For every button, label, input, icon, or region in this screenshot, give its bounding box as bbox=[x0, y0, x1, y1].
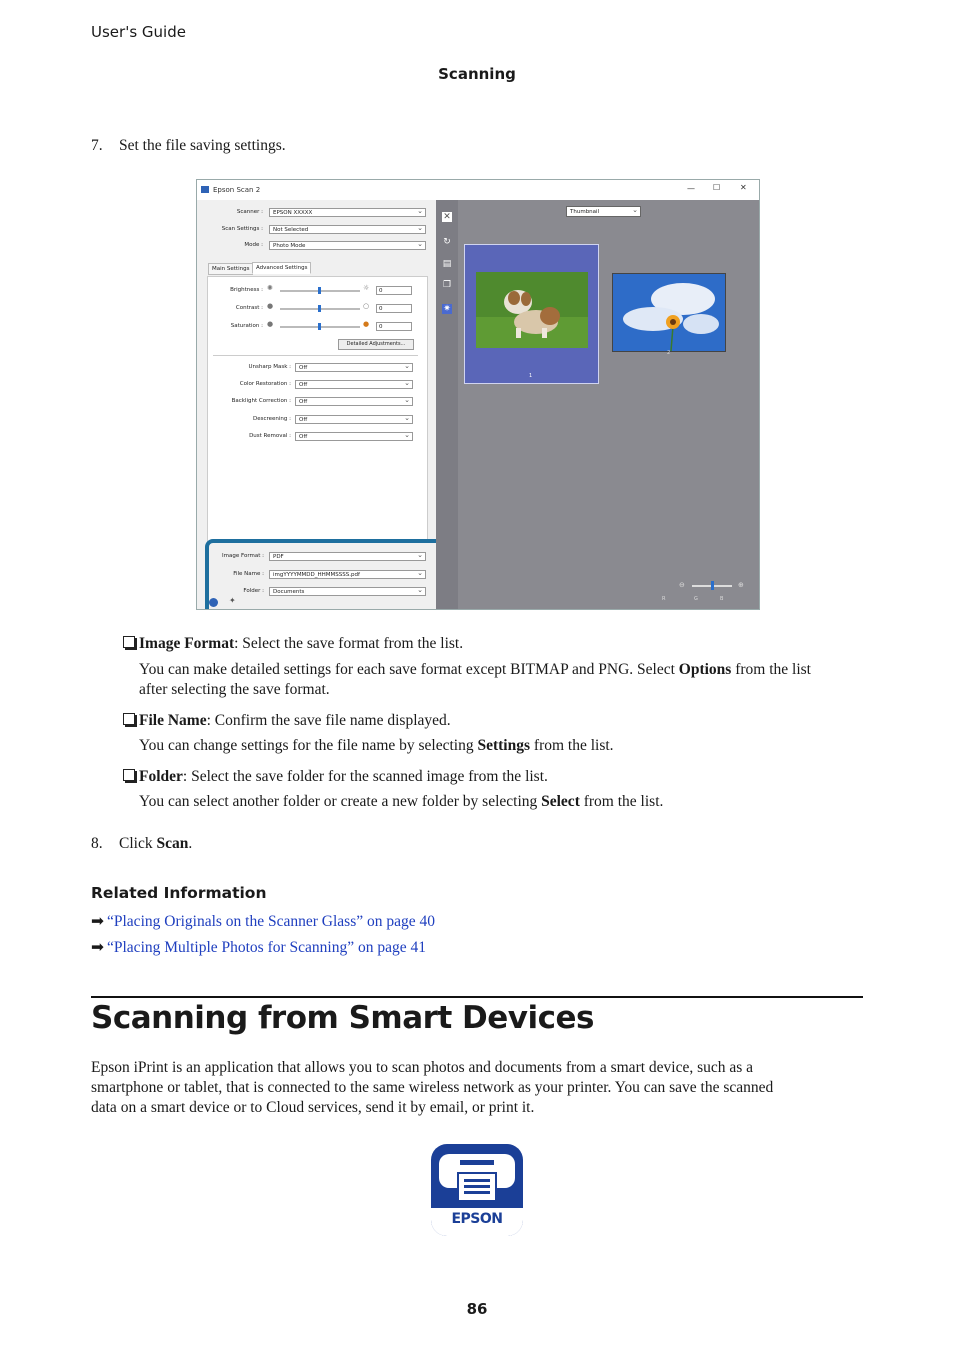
image-format-label: Image Format : bbox=[222, 553, 264, 559]
scanner-label: Scanner : bbox=[236, 209, 263, 215]
running-header-guide: User's Guide bbox=[91, 23, 186, 41]
running-header-section: Scanning bbox=[438, 65, 516, 83]
brightness-knob[interactable] bbox=[318, 287, 321, 294]
thumbnail-selected[interactable] bbox=[464, 244, 599, 384]
epson-scan-screenshot bbox=[196, 179, 760, 610]
rotate-icon[interactable]: ↻ bbox=[443, 237, 451, 247]
unsharp-label: Unsharp Mask : bbox=[248, 364, 291, 370]
paragraph-line: smartphone or tablet, that is connected to the same wireless network as your printer. You can save the scanned bbox=[91, 1079, 774, 1096]
rgb-g: G bbox=[694, 596, 698, 602]
related-information-title: Related Information bbox=[91, 884, 267, 902]
thumbnail-2[interactable] bbox=[612, 273, 726, 352]
paragraph-line: Epson iPrint is an application that allows you to scan photos and documents from a smart device, such as a bbox=[91, 1059, 754, 1076]
settings-panel bbox=[197, 200, 436, 609]
preview-panel bbox=[436, 200, 759, 609]
help-icon[interactable] bbox=[209, 598, 218, 607]
saturation-label: Saturation : bbox=[230, 323, 263, 329]
checkbox-bullet-icon bbox=[123, 713, 135, 725]
paragraph-line: data on a smart device or to Cloud services, send it by email, or print it. bbox=[91, 1099, 535, 1116]
bullet-text: : Confirm the save file name displayed. bbox=[206, 712, 451, 729]
preview-toolbar bbox=[436, 200, 458, 609]
related-link-2[interactable] bbox=[91, 938, 426, 957]
bullet-term: Folder bbox=[139, 768, 183, 785]
bullet-detail-line2: after selecting the save format. bbox=[139, 681, 330, 698]
bullet-folder bbox=[123, 768, 863, 811]
folder-select[interactable]: Documents ⌄ bbox=[269, 587, 426, 596]
bullet-detail-bold: Settings bbox=[477, 737, 531, 754]
zoom-in-icon[interactable]: ⊕ bbox=[738, 581, 744, 589]
bullet-detail-end: from the list bbox=[731, 661, 811, 678]
zoom-knob[interactable] bbox=[711, 581, 714, 590]
bullet-detail-bold: Select bbox=[541, 793, 580, 810]
tab-main-settings[interactable]: Main Settings bbox=[208, 263, 253, 275]
rgb-b: B bbox=[720, 596, 724, 602]
copy-icon[interactable]: ❐ bbox=[442, 280, 452, 290]
auto-exposure-icon[interactable]: ✷ bbox=[443, 304, 451, 314]
contrast-knob[interactable] bbox=[318, 305, 321, 312]
bullet-detail: You can select another folder or create a new folder by selecting bbox=[139, 793, 542, 810]
brightness-high-icon: ☼ bbox=[363, 284, 370, 292]
scan-settings-select[interactable]: Not Selected ⌄ bbox=[269, 225, 426, 234]
checkbox-bullet-icon bbox=[123, 636, 135, 648]
dust-removal-label: Dust Removal : bbox=[249, 433, 291, 439]
descreening-label: Descreening : bbox=[252, 416, 291, 422]
step-text: Set the file saving settings. bbox=[119, 137, 286, 154]
bullet-image-format bbox=[123, 635, 863, 700]
bullet-detail-end: from the list. bbox=[530, 737, 614, 754]
color-restoration-select[interactable]: Off ⌄ bbox=[295, 380, 413, 389]
maximize-button[interactable]: ☐ bbox=[713, 183, 721, 192]
backlight-label: Backlight Correction : bbox=[231, 398, 291, 404]
rgb-r: R bbox=[662, 596, 666, 602]
brightness-low-icon: ✺ bbox=[267, 284, 273, 292]
close-button[interactable]: ✕ bbox=[740, 183, 747, 192]
step-number: 7. bbox=[91, 137, 103, 154]
bullet-term: Image Format bbox=[139, 635, 235, 652]
scanner-select[interactable]: EPSON XXXXX ⌄ bbox=[269, 208, 426, 217]
scan-settings-label: Scan Settings : bbox=[221, 226, 263, 232]
page-number: 86 bbox=[466, 1300, 488, 1318]
related-link-1[interactable] bbox=[91, 912, 435, 931]
saturation-value[interactable]: 0 bbox=[376, 322, 412, 331]
close-preview-icon[interactable]: ✕ bbox=[443, 212, 451, 222]
puppy-photo bbox=[476, 272, 588, 348]
detailed-adjustments-button[interactable]: Detailed Adjustments... bbox=[338, 339, 414, 350]
section-title: Scanning from Smart Devices bbox=[91, 1000, 594, 1036]
bullet-file-name bbox=[123, 712, 863, 755]
file-name-label: File Name : bbox=[233, 571, 264, 577]
epson-iprint-app-icon bbox=[431, 1144, 523, 1236]
step-number: 8. bbox=[91, 835, 103, 852]
bullet-text: : Select the save folder for the scanned image from the list. bbox=[182, 768, 548, 785]
printer-slot-icon bbox=[460, 1160, 494, 1165]
saturation-high-icon: ● bbox=[363, 320, 370, 328]
step-text: Click bbox=[119, 835, 157, 852]
brightness-label: Brightness : bbox=[230, 287, 263, 293]
mode-select[interactable]: Photo Mode ⌄ bbox=[269, 241, 426, 250]
thumbnail-2-number: 2 bbox=[667, 350, 671, 356]
backlight-select[interactable]: Off ⌄ bbox=[295, 397, 413, 406]
related-link-text[interactable]: “Placing Multiple Photos for Scanning” on page 41 bbox=[107, 939, 426, 956]
checkbox-bullet-icon bbox=[123, 769, 135, 781]
related-link-text[interactable]: “Placing Originals on the Scanner Glass” on page 40 bbox=[107, 913, 435, 930]
window-titlebar bbox=[197, 180, 759, 200]
saturation-low-icon: ● bbox=[267, 320, 274, 328]
divider bbox=[213, 355, 418, 356]
arrow-right-icon: ➡ bbox=[91, 939, 104, 956]
mode-label: Mode : bbox=[244, 242, 263, 248]
saturation-knob[interactable] bbox=[318, 323, 321, 330]
thumbnail-number: 1 bbox=[529, 373, 533, 379]
paper-icon bbox=[457, 1172, 497, 1202]
color-restoration-label: Color Restoration : bbox=[239, 381, 291, 387]
bullet-detail: You can change settings for the file name by selecting bbox=[139, 737, 478, 754]
sky-flower-photo bbox=[613, 274, 725, 351]
contrast-high-icon: ○ bbox=[363, 302, 370, 310]
step-text-end: . bbox=[188, 835, 193, 852]
bullet-detail-end: from the list. bbox=[579, 793, 664, 810]
dust-removal-select[interactable]: Off ⌄ bbox=[295, 432, 413, 441]
view-select[interactable]: Thumbnail ⌄ bbox=[566, 206, 641, 217]
zoom-out-icon[interactable]: ⊖ bbox=[679, 581, 685, 589]
epson-logo: EPSON bbox=[451, 1211, 503, 1227]
descreening-select[interactable]: Off ⌄ bbox=[295, 415, 413, 424]
folder-label: Folder : bbox=[243, 588, 264, 594]
scan-keyword: Scan bbox=[156, 835, 189, 852]
file-saving-highlight bbox=[205, 539, 449, 610]
bullet-detail-bold: Options bbox=[678, 661, 732, 678]
file-name-select[interactable]: imgYYYYMMDD_HHMMSSSS.pdf ⌄ bbox=[269, 570, 426, 579]
settings-icon[interactable]: ✦ bbox=[229, 596, 236, 605]
section-rule bbox=[91, 996, 863, 998]
section-paragraph bbox=[91, 1058, 851, 1118]
minimize-button[interactable]: — bbox=[687, 184, 695, 193]
bullet-text: : Select the save format from the list. bbox=[234, 635, 464, 652]
app-icon bbox=[201, 186, 209, 193]
contrast-value[interactable]: 0 bbox=[376, 304, 412, 313]
scanner-icon[interactable]: ▤ bbox=[442, 259, 452, 269]
unsharp-select[interactable]: Off ⌄ bbox=[295, 363, 413, 372]
bullet-term: File Name bbox=[139, 712, 207, 729]
contrast-label: Contrast : bbox=[235, 305, 263, 311]
window-title: Epson Scan 2 bbox=[213, 186, 261, 194]
image-format-select[interactable]: PDF ⌄ bbox=[269, 552, 426, 561]
tab-advanced-settings[interactable]: Advanced Settings bbox=[252, 262, 311, 274]
contrast-low-icon: ● bbox=[267, 302, 274, 310]
arrow-right-icon: ➡ bbox=[91, 913, 104, 930]
bullet-detail: You can make detailed settings for each save format except BITMAP and PNG. Select bbox=[139, 661, 679, 678]
brightness-value[interactable]: 0 bbox=[376, 286, 412, 295]
